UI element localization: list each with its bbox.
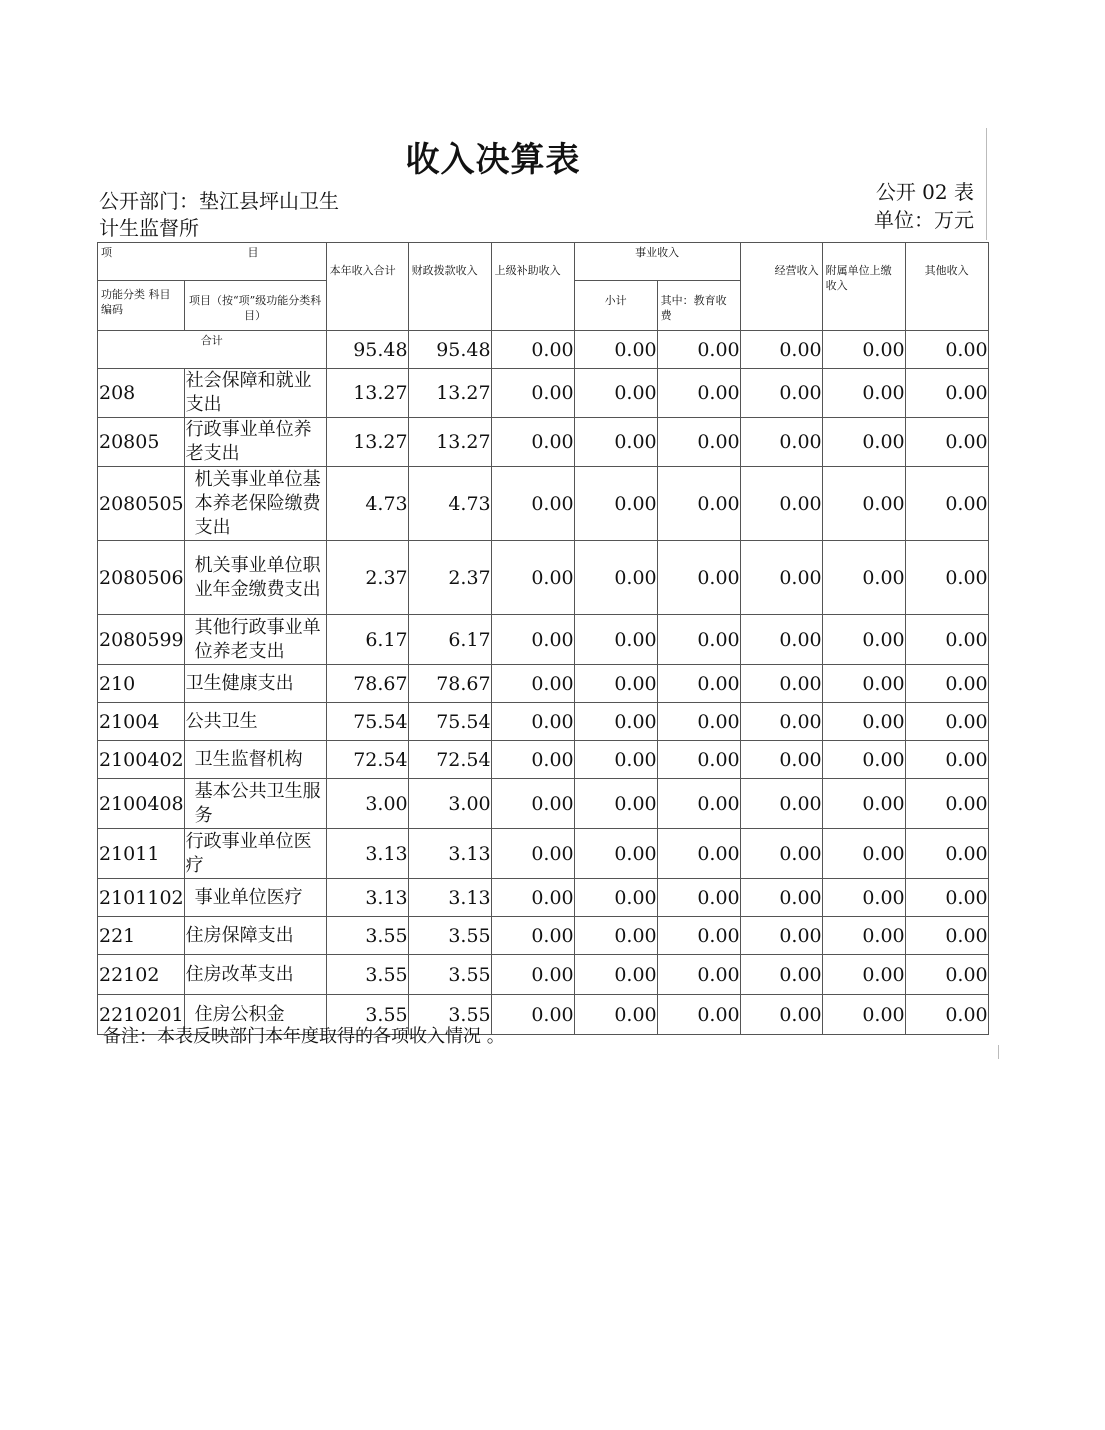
row-name: 其他行政事业单位养老支出 xyxy=(184,615,326,665)
row-value: 0.00 xyxy=(574,615,657,665)
row-value: 0.00 xyxy=(491,467,574,541)
row-value: 0.00 xyxy=(657,369,740,418)
header-item-xiang: 项 xyxy=(101,246,112,259)
row-value: 6.17 xyxy=(326,615,408,665)
row-value: 0.00 xyxy=(822,703,905,741)
row-value: 2.37 xyxy=(326,541,408,615)
table-row xyxy=(98,615,989,665)
row-value: 0.00 xyxy=(822,418,905,467)
row-name: 行政事业单位医疗 xyxy=(184,829,326,879)
row-value: 4.73 xyxy=(326,467,408,541)
row-value: 0.00 xyxy=(491,541,574,615)
table-number: 公开 02 表 xyxy=(875,180,974,204)
row-value: 0.00 xyxy=(491,418,574,467)
header-business: 事业收入 xyxy=(574,243,740,281)
row-value: 0.00 xyxy=(740,467,822,541)
row-value: 75.54 xyxy=(408,703,491,741)
row-value: 0.00 xyxy=(574,418,657,467)
row-value: 0.00 xyxy=(905,418,988,467)
row-name: 行政事业单位养老支出 xyxy=(184,418,326,467)
row-value: 0.00 xyxy=(574,879,657,917)
table-row xyxy=(98,541,989,615)
row-value: 2.37 xyxy=(408,541,491,615)
row-value: 3.55 xyxy=(326,995,408,1035)
row-value: 0.00 xyxy=(905,541,988,615)
header-business-sub: 小计 xyxy=(574,281,657,331)
total-cell: 0.00 xyxy=(822,331,905,369)
row-name: 机关事业单位职业年金缴费支出 xyxy=(184,541,326,615)
row-value: 3.55 xyxy=(326,917,408,955)
row-code: 2210201 xyxy=(98,995,185,1035)
row-value: 0.00 xyxy=(740,665,822,703)
row-value: 0.00 xyxy=(822,541,905,615)
row-value: 0.00 xyxy=(740,995,822,1035)
total-cell: 0.00 xyxy=(491,331,574,369)
row-value: 0.00 xyxy=(740,369,822,418)
row-value: 3.13 xyxy=(408,879,491,917)
row-value: 0.00 xyxy=(574,995,657,1035)
row-value: 0.00 xyxy=(657,779,740,829)
row-value: 72.54 xyxy=(326,741,408,779)
row-value: 0.00 xyxy=(740,741,822,779)
total-cell: 0.00 xyxy=(657,331,740,369)
row-name: 事业单位医疗 xyxy=(184,879,326,917)
row-value: 0.00 xyxy=(905,741,988,779)
row-code: 20805 xyxy=(98,418,185,467)
row-value: 0.00 xyxy=(657,418,740,467)
unit-label: 单位：万元 xyxy=(874,208,974,232)
row-value: 0.00 xyxy=(905,995,988,1035)
row-value: 6.17 xyxy=(408,615,491,665)
row-name: 机关事业单位基本养老保险缴费支出 xyxy=(184,467,326,541)
income-table xyxy=(97,242,989,1035)
header-total: 本年收入合计 xyxy=(326,243,408,331)
row-value: 3.13 xyxy=(326,879,408,917)
row-value: 0.00 xyxy=(657,665,740,703)
row-code: 2100408 xyxy=(98,779,185,829)
row-name: 公共卫生 xyxy=(184,703,326,741)
row-value: 0.00 xyxy=(657,541,740,615)
row-name: 住房改革支出 xyxy=(184,955,326,995)
row-value: 3.55 xyxy=(326,955,408,995)
table-row xyxy=(98,829,989,879)
row-value: 0.00 xyxy=(491,703,574,741)
table-row xyxy=(98,741,989,779)
row-value: 13.27 xyxy=(326,418,408,467)
row-value: 0.00 xyxy=(657,917,740,955)
row-name: 卫生健康支出 xyxy=(184,665,326,703)
row-code: 2080506 xyxy=(98,541,185,615)
row-value: 13.27 xyxy=(408,418,491,467)
row-value: 0.00 xyxy=(574,829,657,879)
row-value: 0.00 xyxy=(905,467,988,541)
table-row xyxy=(98,703,989,741)
row-value: 0.00 xyxy=(822,467,905,541)
table-row xyxy=(98,665,989,703)
row-name: 社会保障和就业支出 xyxy=(184,369,326,418)
total-cell: 0.00 xyxy=(905,331,988,369)
header-affiliated: 附属单位上缴收入 xyxy=(822,243,905,331)
row-value: 4.73 xyxy=(408,467,491,541)
row-value: 0.00 xyxy=(905,917,988,955)
row-value: 0.00 xyxy=(822,615,905,665)
row-value: 0.00 xyxy=(740,879,822,917)
row-value: 13.27 xyxy=(326,369,408,418)
header-fiscal: 财政拨款收入 xyxy=(408,243,491,331)
row-value: 0.00 xyxy=(491,879,574,917)
table-row xyxy=(98,369,989,418)
row-value: 3.55 xyxy=(408,955,491,995)
row-value: 0.00 xyxy=(740,917,822,955)
row-value: 0.00 xyxy=(491,829,574,879)
row-value: 3.55 xyxy=(408,917,491,955)
row-value: 78.67 xyxy=(408,665,491,703)
table-row xyxy=(98,467,989,541)
page-edge-line xyxy=(986,128,987,240)
row-value: 0.00 xyxy=(822,955,905,995)
row-value: 0.00 xyxy=(822,879,905,917)
row-value: 0.00 xyxy=(822,917,905,955)
row-value: 0.00 xyxy=(491,665,574,703)
row-value: 0.00 xyxy=(491,741,574,779)
row-code: 2100402 xyxy=(98,741,185,779)
row-value: 0.00 xyxy=(822,779,905,829)
row-value: 0.00 xyxy=(822,829,905,879)
row-value: 0.00 xyxy=(657,879,740,917)
header-superior: 上级补助收入 xyxy=(491,243,574,331)
header-row-1 xyxy=(98,243,989,281)
row-value: 0.00 xyxy=(491,615,574,665)
row-value: 13.27 xyxy=(408,369,491,418)
header-func-name: 项目（按“项”级功能分类科目） xyxy=(184,281,326,331)
header-business-edu: 其中：教育收费 xyxy=(657,281,740,331)
row-value: 3.13 xyxy=(408,829,491,879)
department-label: 公开部门：垫江县坪山卫生计生监督所 xyxy=(99,189,339,240)
row-value: 0.00 xyxy=(740,615,822,665)
row-value: 0.00 xyxy=(574,467,657,541)
header-func-code: 功能分类 科目编码 xyxy=(98,281,185,331)
total-cell: 0.00 xyxy=(574,331,657,369)
row-value: 0.00 xyxy=(657,741,740,779)
header-item xyxy=(98,243,327,281)
row-value: 0.00 xyxy=(491,955,574,995)
row-value: 0.00 xyxy=(574,955,657,995)
row-name: 基本公共卫生服务 xyxy=(184,779,326,829)
total-label: 合计 xyxy=(98,331,327,369)
footnote: 备注：本表反映部门本年度取得的各项收入情况 。 xyxy=(103,1026,505,1047)
row-value: 0.00 xyxy=(905,779,988,829)
row-value: 0.00 xyxy=(657,467,740,541)
total-cell: 95.48 xyxy=(326,331,408,369)
row-code: 2080505 xyxy=(98,467,185,541)
total-cell: 0.00 xyxy=(740,331,822,369)
row-code: 210 xyxy=(98,665,185,703)
row-value: 0.00 xyxy=(491,917,574,955)
row-value: 3.55 xyxy=(408,995,491,1035)
row-name: 卫生监督机构 xyxy=(184,741,326,779)
row-value: 0.00 xyxy=(657,615,740,665)
header-other: 其他收入 xyxy=(905,243,988,331)
row-value: 0.00 xyxy=(574,703,657,741)
total-cell: 95.48 xyxy=(408,331,491,369)
row-value: 0.00 xyxy=(574,541,657,615)
row-value: 0.00 xyxy=(574,665,657,703)
row-value: 0.00 xyxy=(905,703,988,741)
row-value: 0.00 xyxy=(491,369,574,418)
table-meta xyxy=(874,178,974,234)
row-value: 0.00 xyxy=(657,995,740,1035)
table-row xyxy=(98,879,989,917)
table-row xyxy=(98,779,989,829)
header-item-mu: 目 xyxy=(247,246,259,259)
row-value: 0.00 xyxy=(905,369,988,418)
row-value: 0.00 xyxy=(740,418,822,467)
row-code: 21004 xyxy=(98,703,185,741)
row-name: 住房保障支出 xyxy=(184,917,326,955)
row-value: 0.00 xyxy=(574,369,657,418)
row-value: 0.00 xyxy=(905,615,988,665)
row-value: 0.00 xyxy=(740,779,822,829)
row-value: 0.00 xyxy=(822,741,905,779)
row-value: 0.00 xyxy=(574,741,657,779)
row-value: 0.00 xyxy=(905,829,988,879)
table-row xyxy=(98,418,989,467)
row-value: 0.00 xyxy=(574,779,657,829)
table-row xyxy=(98,955,989,995)
row-value: 0.00 xyxy=(822,369,905,418)
page-title: 收入决算表 xyxy=(405,140,581,180)
row-value: 72.54 xyxy=(408,741,491,779)
row-value: 0.00 xyxy=(740,955,822,995)
row-value: 0.00 xyxy=(740,541,822,615)
page-edge-tick xyxy=(998,1045,999,1059)
row-value: 3.13 xyxy=(326,829,408,879)
row-code: 2080599 xyxy=(98,615,185,665)
row-code: 22102 xyxy=(98,955,185,995)
row-value: 3.00 xyxy=(326,779,408,829)
row-value: 0.00 xyxy=(905,665,988,703)
total-row xyxy=(98,331,989,369)
row-value: 0.00 xyxy=(491,995,574,1035)
header-operating: 经营收入 xyxy=(740,243,822,331)
row-value: 0.00 xyxy=(574,917,657,955)
row-code: 21011 xyxy=(98,829,185,879)
row-value: 0.00 xyxy=(657,829,740,879)
row-code: 221 xyxy=(98,917,185,955)
row-code: 2101102 xyxy=(98,879,185,917)
row-value: 0.00 xyxy=(905,879,988,917)
row-value: 78.67 xyxy=(326,665,408,703)
row-value: 0.00 xyxy=(905,955,988,995)
row-name: 住房公积金 xyxy=(184,995,326,1035)
row-value: 75.54 xyxy=(326,703,408,741)
row-code: 208 xyxy=(98,369,185,418)
row-value: 0.00 xyxy=(822,665,905,703)
row-value: 0.00 xyxy=(740,829,822,879)
table-row xyxy=(98,917,989,955)
row-value: 0.00 xyxy=(657,955,740,995)
row-value: 0.00 xyxy=(657,703,740,741)
row-value: 0.00 xyxy=(822,995,905,1035)
row-value: 0.00 xyxy=(740,703,822,741)
row-value: 0.00 xyxy=(491,779,574,829)
row-value: 3.00 xyxy=(408,779,491,829)
